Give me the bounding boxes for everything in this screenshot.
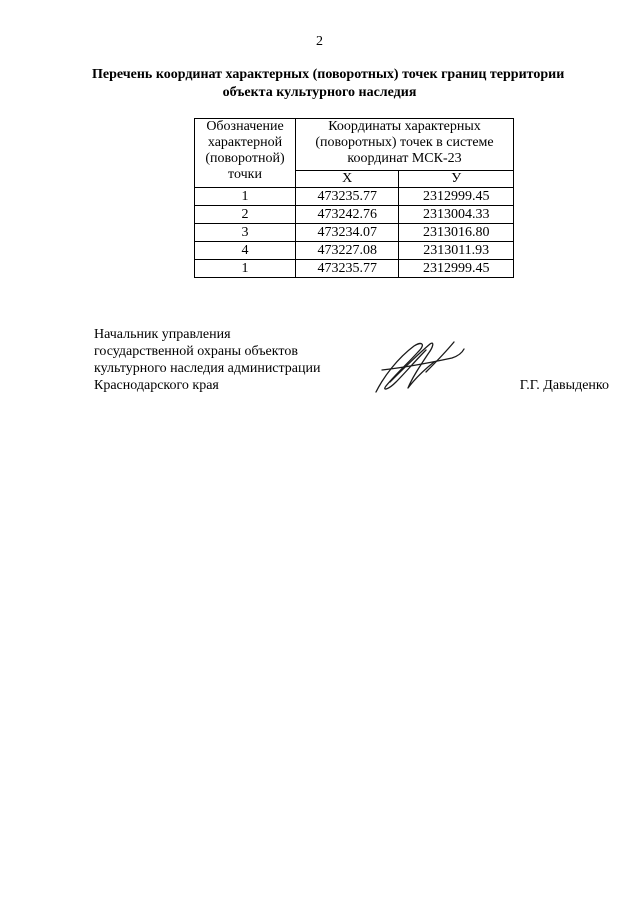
handwritten-signature	[368, 336, 468, 396]
header-coordinates-line: Координаты характерных	[328, 119, 481, 134]
cell-x: 473242.76	[296, 206, 399, 224]
signatory-position-line: государственной охраны объектов	[94, 344, 298, 359]
cell-point: 3	[195, 224, 296, 242]
document-title-line-1: Перечень координат характерных (поворотных) точек границ территории	[92, 67, 565, 82]
cell-x: 473227.08	[296, 242, 399, 260]
header-coordinates-line: (поворотных) точек в системе	[315, 135, 494, 150]
header-coordinates-line: координат МСК-23	[347, 151, 462, 166]
cell-y: 2313004.33	[399, 206, 514, 224]
cell-y: 2312999.45	[399, 188, 514, 206]
signatory-position	[94, 326, 321, 394]
cell-x: 473234.07	[296, 224, 399, 242]
document-title	[92, 66, 565, 102]
cell-y: 2312999.45	[399, 260, 514, 278]
header-point-line: Обозначение	[206, 119, 284, 134]
header-point-line: характерной	[207, 135, 283, 150]
cell-y: 2313011.93	[399, 242, 514, 260]
signature-stroke	[426, 342, 454, 372]
cell-point: 2	[195, 206, 296, 224]
table-row	[195, 242, 514, 260]
table-header-row	[195, 119, 514, 171]
cell-x: 473235.77	[296, 188, 399, 206]
cell-point: 1	[195, 188, 296, 206]
cell-x: 473235.77	[296, 260, 399, 278]
table-row	[195, 206, 514, 224]
table-row	[195, 188, 514, 206]
signatory-position-line: Краснодарского края	[94, 378, 219, 393]
header-coordinates	[296, 119, 514, 171]
signatory-position-line: Начальник управления	[94, 327, 231, 342]
header-point-line: точки	[228, 167, 262, 182]
signer-name: Г.Г. Давыденко	[519, 378, 609, 393]
signatory-position-line: культурного наследия администрации	[94, 361, 321, 376]
header-point-line: (поворотной)	[205, 151, 285, 166]
cell-y: 2313016.80	[399, 224, 514, 242]
page-number: 2	[316, 34, 323, 49]
header-point-designation	[195, 119, 296, 188]
table-row	[195, 260, 514, 278]
document-title-line-2: объекта культурного наследия	[222, 85, 417, 100]
header-y: У	[399, 171, 514, 188]
coordinates-table	[194, 118, 514, 278]
cell-point: 4	[195, 242, 296, 260]
cell-point: 1	[195, 260, 296, 278]
table-row	[195, 224, 514, 242]
header-x: X	[296, 171, 399, 188]
